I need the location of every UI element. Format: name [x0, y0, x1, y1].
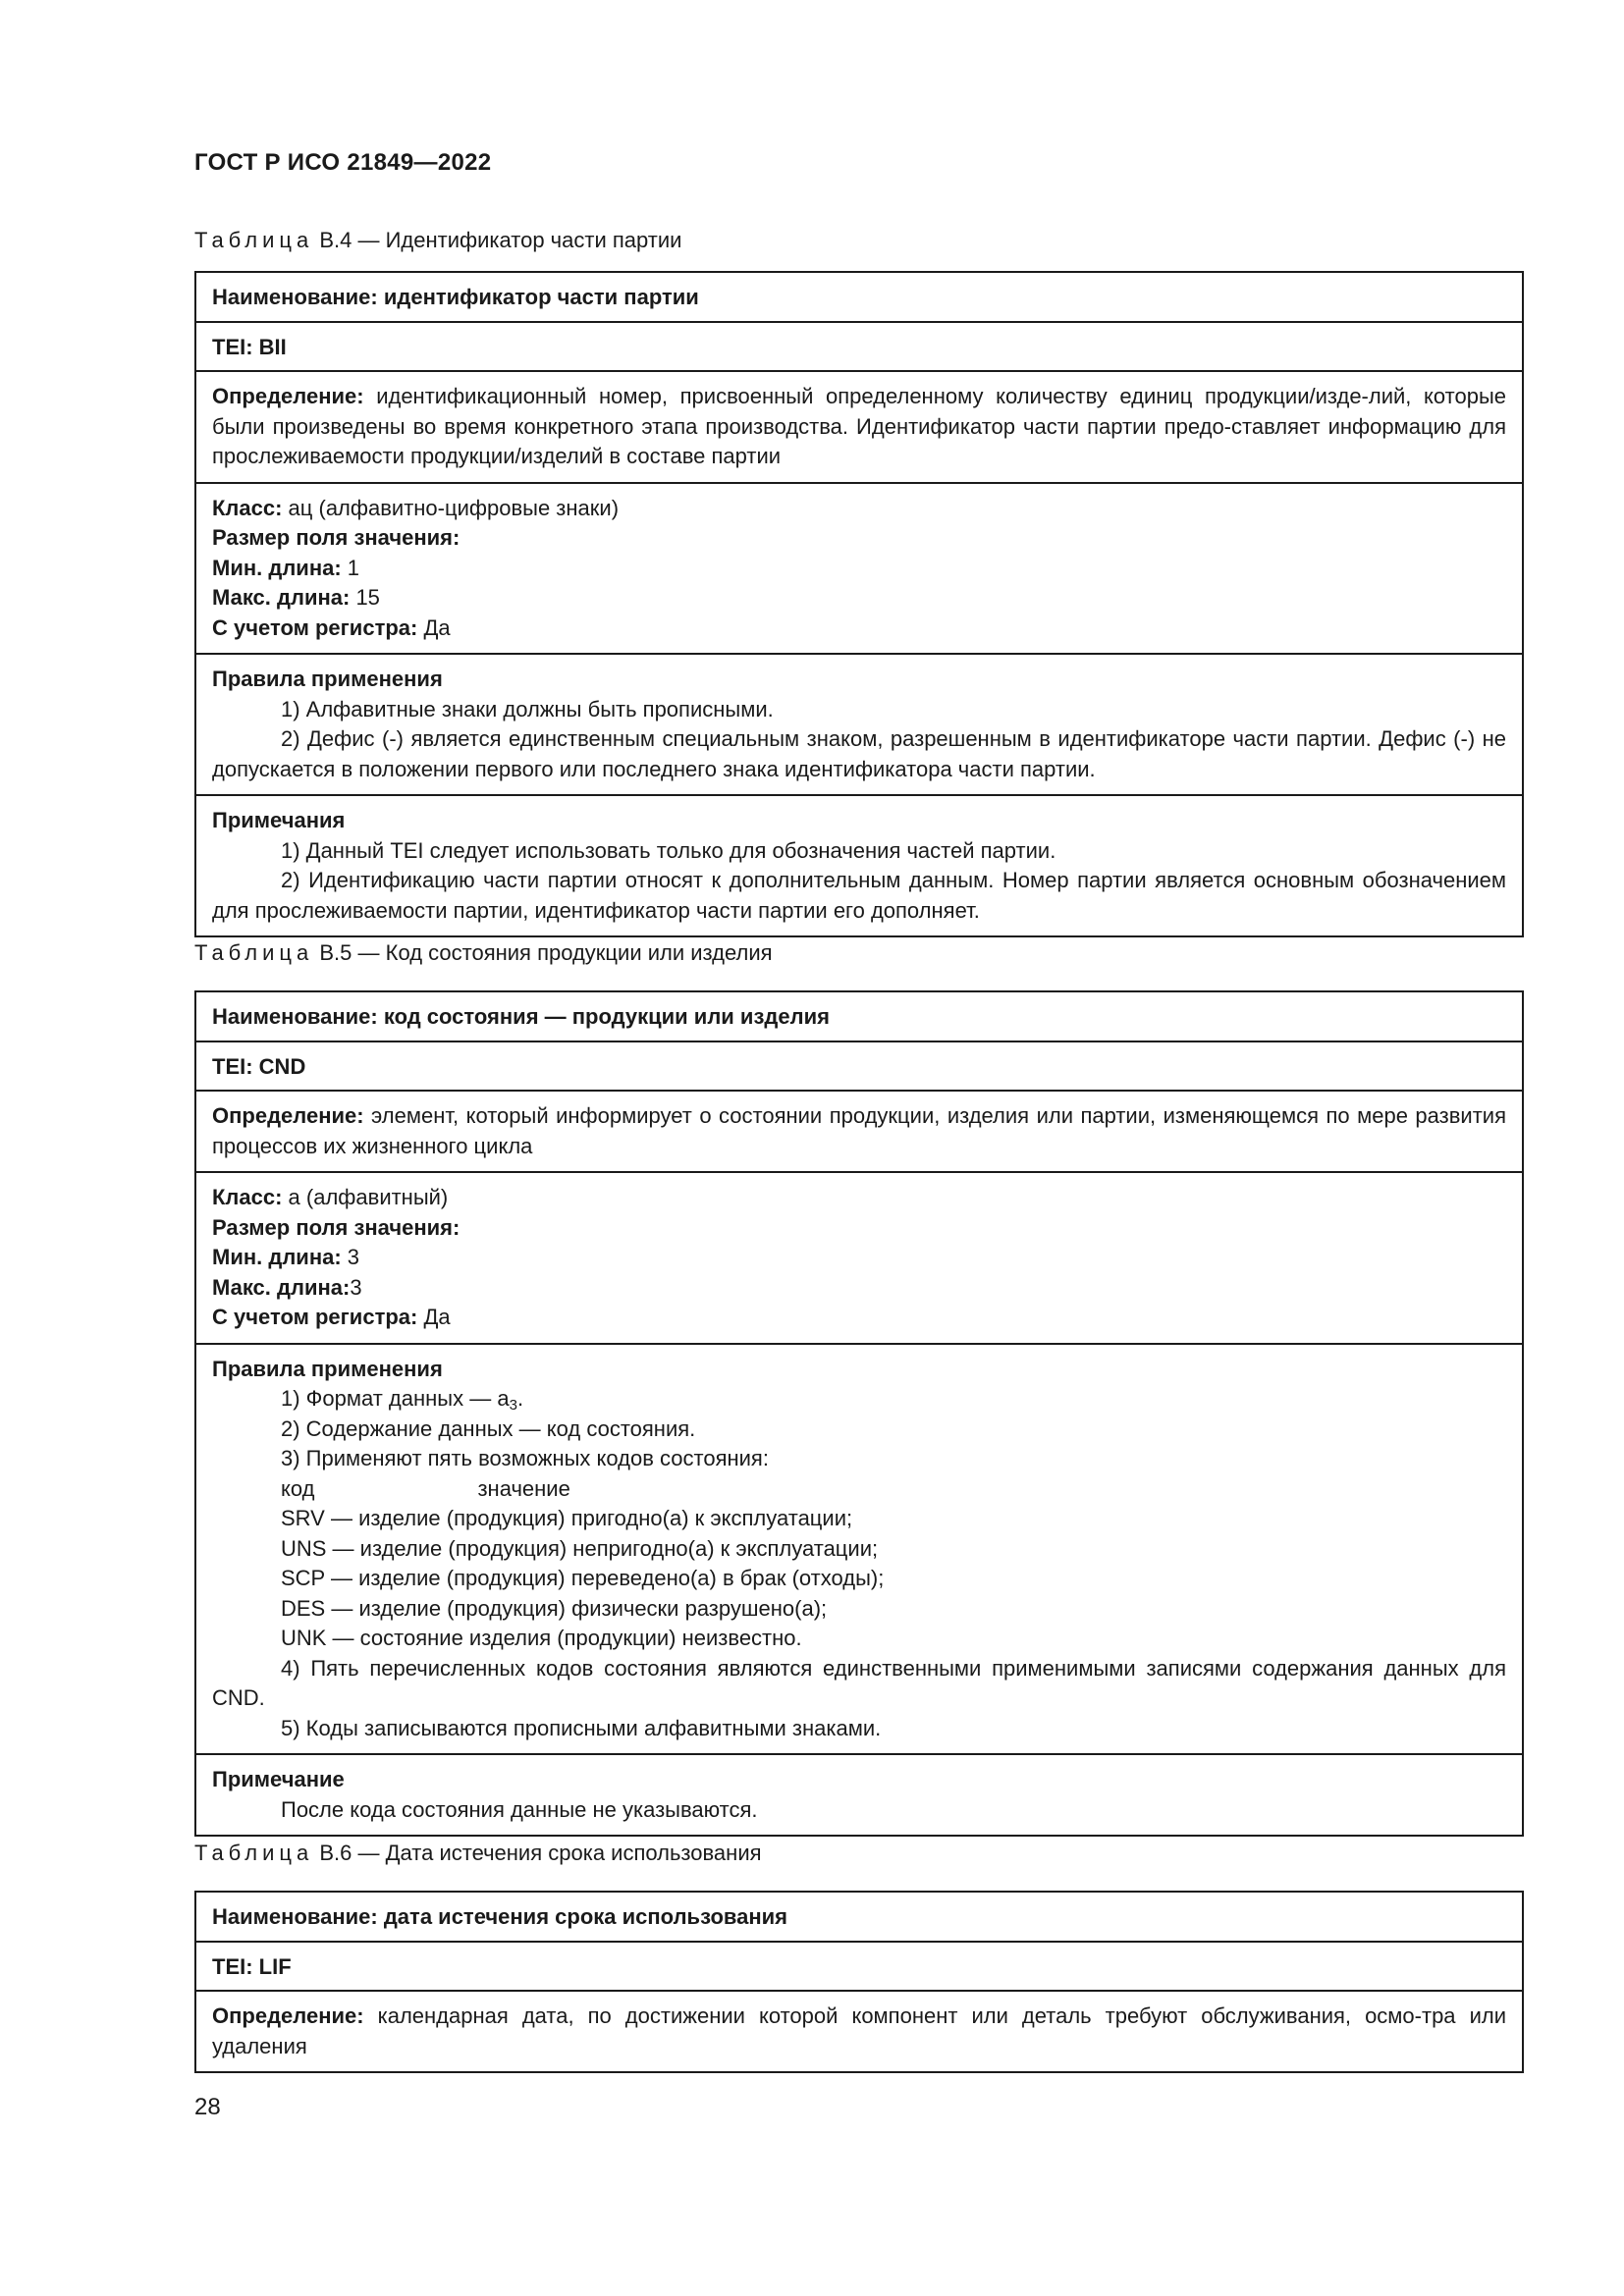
note-item: 2) Идентификацию части партии относят к дополнительным данным. Номер партии является основным обозначением для прослеживаемости партии, идентификатор части партии его дополняет.: [212, 868, 1506, 923]
class-row: [196, 1171, 1522, 1343]
notes-row: [196, 794, 1522, 935]
rules-title: Правила применения: [212, 1356, 443, 1381]
table-b6: [194, 1891, 1524, 2073]
rule-item: 4) Пять перечисленных кодов состояния являются единственными применимыми записями содержания данных для CND.: [212, 1655, 1506, 1710]
caption-text: В.4 — Идентификатор части партии: [313, 228, 682, 252]
name-row: [196, 273, 1522, 321]
rule-item: 3) Применяют пять возможных кодов состояния:: [281, 1446, 769, 1470]
code-item: UNS — изделие (продукция) непригодно(а) к эксплуатации;: [281, 1535, 879, 1561]
rule-item: 1) Формат данных — а: [281, 1386, 510, 1411]
tei-row: TEI: BII: [196, 321, 1522, 371]
definition-row: [196, 370, 1522, 482]
field-size-label: Размер поля значения:: [212, 1214, 460, 1240]
name-label: Наименование:: [212, 285, 378, 309]
definition-row: [196, 1090, 1522, 1171]
notes-title: Примечания: [212, 808, 346, 832]
table-b6-caption: [194, 1840, 762, 1867]
code-column-label: код: [281, 1475, 315, 1501]
case-label: С учетом регистра:: [212, 614, 418, 640]
min-length-label: Мин. длина:: [212, 555, 342, 580]
name-row: [196, 1893, 1522, 1941]
notes-row: [196, 1753, 1522, 1835]
note-item: После кода состояния данные не указываются.: [281, 1796, 758, 1822]
class-value: а (алфавитный): [282, 1185, 449, 1209]
max-length-value: 15: [350, 585, 380, 610]
definition-row: [196, 1990, 1522, 2071]
min-length-value: 3: [341, 1245, 360, 1269]
field-size-label: Размер поля значения:: [212, 525, 460, 550]
notes-title: Примечание: [212, 1767, 345, 1791]
class-row: [196, 482, 1522, 654]
min-length-label: Мин. длина:: [212, 1245, 342, 1269]
name-label: Наименование:: [212, 1904, 378, 1929]
rule-subscript: 3: [509, 1397, 517, 1414]
table-b4: [194, 271, 1524, 937]
table-b4-caption: [194, 227, 681, 254]
rule-item: 1) Алфавитные знаки должны быть прописными.: [281, 696, 774, 721]
rules-row: [196, 653, 1522, 794]
case-value: Да: [417, 614, 451, 640]
definition-text: идентификационный номер, присвоенный определенному количеству единиц продукции/изде-лий, которые были произведены во время конкретного этапа производства. Идентификатор части партии предо-ставляет информацию для прослеживаемости продукции/изделий в составе партии: [212, 384, 1506, 468]
definition-label: Определение:: [212, 1103, 364, 1128]
case-value: Да: [417, 1305, 451, 1329]
class-label: Класс:: [212, 1185, 283, 1209]
min-length-value: 1: [341, 555, 360, 580]
code-table-header: [212, 1474, 1506, 1505]
max-length-value: 3: [350, 1274, 362, 1300]
max-length-label: Макс. длина:: [212, 585, 351, 610]
name-value: идентификатор части партии: [377, 285, 699, 309]
rule-item: 2) Содержание данных — код состояния.: [281, 1415, 696, 1441]
class-value: ац (алфавитно-цифровые знаки): [282, 495, 620, 520]
name-value: код состояния — продукции или изделия: [377, 1004, 830, 1029]
caption-text: В.5 — Код состояния продукции или изделия: [313, 940, 773, 965]
tei-row: TEI: LIF: [196, 1941, 1522, 1991]
name-row: [196, 992, 1522, 1041]
rule-end: .: [516, 1386, 524, 1411]
name-label: Наименование:: [212, 1004, 378, 1029]
table-b5-caption: [194, 939, 773, 967]
definition-text: календарная дата, по достижении которой компонент или деталь требуют обслуживания, осмо-тра или удаления: [212, 2003, 1506, 2058]
document-header: ГОСТ Р ИСО 21849—2022: [194, 149, 492, 176]
caption-prefix: Таблица: [194, 940, 314, 965]
max-length-label: Макс. длина:: [212, 1274, 351, 1300]
definition-text: элемент, который информирует о состоянии продукции, изделия или партии, изменяющемся по мере развития процессов их жизненного цикла: [212, 1103, 1506, 1158]
name-value: дата истечения срока использования: [377, 1904, 788, 1929]
value-column-label: значение: [477, 1475, 570, 1501]
caption-text: В.6 — Дата истечения срока использования: [313, 1841, 762, 1865]
definition-label: Определение:: [212, 384, 364, 408]
table-b5: [194, 990, 1524, 1837]
tei-row: TEI: CND: [196, 1041, 1522, 1091]
class-label: Класс:: [212, 495, 283, 520]
caption-prefix: Таблица: [194, 1841, 314, 1865]
rules-title: Правила применения: [212, 667, 443, 691]
caption-prefix: Таблица: [194, 228, 314, 252]
definition-label: Определение:: [212, 2003, 364, 2028]
note-item: 1) Данный TEI следует использовать только для обозначения частей партии.: [281, 837, 1056, 863]
page-number: 28: [194, 2094, 221, 2120]
code-item: UNK — состояние изделия (продукции) неизвестно.: [281, 1626, 802, 1650]
rule-item: 5) Коды записываются прописными алфавитными знаками.: [281, 1715, 882, 1740]
code-item: DES — изделие (продукция) физически разрушено(а);: [281, 1595, 828, 1621]
code-item: SRV — изделие (продукция) пригодно(а) к эксплуатации;: [281, 1506, 853, 1530]
rule-item: 2) Дефис (-) является единственным специальным знаком, разрешенным в идентификаторе части партии. Дефис (-) не допускается в положении первого или последнего знака идентификатора части партии.: [212, 726, 1506, 781]
rules-row: [196, 1343, 1522, 1754]
code-item: SCP — изделие (продукция) переведено(а) в брак (отходы);: [281, 1566, 885, 1590]
case-label: С учетом регистра:: [212, 1305, 418, 1329]
